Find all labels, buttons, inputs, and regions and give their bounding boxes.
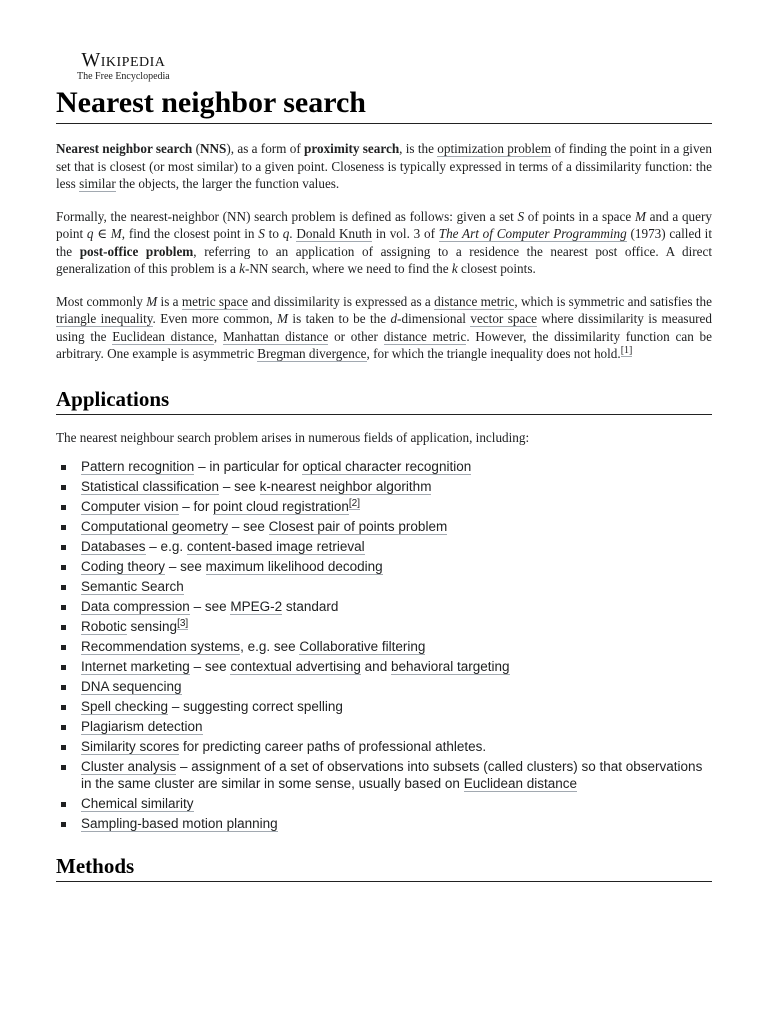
bold-term: Nearest neighbor search (56, 141, 193, 156)
list-item-text: – assignment of a set of observations into subsets (called clusters) so that observations in the same cluster are similar in some sense, usually based on (81, 759, 703, 791)
text: (1973) called it the (56, 226, 713, 259)
list-item-link[interactable]: MPEG-2 (230, 599, 283, 614)
paragraph-metric (56, 293, 712, 363)
list-item-text: – see (189, 659, 231, 674)
list-item (56, 738, 712, 755)
link-distance-metric[interactable]: distance metric (434, 293, 515, 309)
list-item-link[interactable]: behavioral targeting (390, 659, 510, 674)
text: in vol. 3 of (371, 226, 439, 241)
link-donald-knuth[interactable]: Donald Knuth (296, 226, 372, 241)
section-heading-methods: Methods (56, 852, 712, 882)
list-item-text: – e.g. (145, 539, 187, 554)
math: k (239, 261, 245, 276)
list-item-link[interactable]: Closest pair of points problem (268, 519, 448, 534)
list-item (56, 795, 712, 812)
text: where dissimilarity is measured using the (56, 311, 712, 344)
list-item-link[interactable]: Plagiarism detection (81, 719, 203, 734)
math: k (451, 261, 458, 276)
bold-term: NNS (199, 141, 227, 156)
list-item-link[interactable]: Computational geometry (81, 519, 229, 534)
link-distance-metric-2[interactable]: distance metric (383, 328, 467, 344)
list-item-text: , e.g. see (240, 639, 300, 654)
link-euclidean-distance[interactable]: Euclidean distance (112, 328, 214, 344)
text: of points in a space (524, 208, 635, 224)
text: . However, the dissimilarity function can be arbitrary. One example is asymmetric (56, 328, 712, 361)
link-similar[interactable]: similar (79, 176, 116, 191)
text: , referring to an application of assigning to a residence the nearest post office. A direct generalization of this problem is a (56, 243, 712, 276)
text: Formally, the nearest-neighbor (NN) search problem is defined as follows: given a set (56, 208, 518, 224)
list-item (56, 758, 712, 792)
list-item (56, 815, 712, 832)
text: . Even more common, (152, 311, 278, 326)
text: , for which the triangle inequality does not hold. (366, 346, 621, 361)
list-item-link[interactable]: Recommendation systems (81, 639, 241, 654)
text: to (264, 226, 283, 241)
link-art-of-computer-programming[interactable]: The Art of Computer Programming (438, 226, 627, 241)
list-item-text: – see (228, 519, 269, 534)
text: or other (328, 328, 384, 344)
list-item-link[interactable]: k-nearest neighbor algorithm (259, 479, 432, 494)
list-item-link[interactable]: Robotic (81, 619, 127, 634)
link-triangle-inequality[interactable]: triangle inequality (56, 311, 153, 326)
list-item (56, 658, 712, 675)
link-optimization-problem[interactable]: optimization problem (437, 141, 552, 156)
reference-link[interactable]: [2] (348, 497, 361, 509)
list-item-link[interactable]: Similarity scores (81, 739, 180, 754)
text: of finding the point in a given set that is closest (or most similar) to a given point. Closeness is typically expressed in terms of a dissimilarity function: the less (56, 141, 712, 191)
math: M (634, 208, 646, 224)
text: ), as a form of (226, 141, 305, 156)
list-item-link[interactable]: maximum likelihood decoding (205, 559, 383, 574)
math: S (517, 208, 525, 224)
list-item-link[interactable]: Databases (81, 539, 146, 554)
list-item-link[interactable]: content-based image retrieval (186, 539, 365, 554)
math: M (277, 311, 289, 326)
link-metric-space[interactable]: metric space (181, 293, 249, 309)
list-item-link[interactable]: Internet marketing (81, 659, 190, 674)
list-item (56, 638, 712, 655)
section-heading-applications: Applications (56, 385, 712, 415)
link-bregman-divergence[interactable]: Bregman divergence (257, 346, 367, 361)
list-item-link[interactable]: contextual advertising (230, 659, 361, 674)
list-item-link[interactable]: optical character recognition (302, 459, 472, 474)
bold-term: post-office problem (79, 243, 194, 259)
list-item-link[interactable]: Chemical similarity (81, 796, 194, 811)
list-item (56, 518, 712, 535)
list-item (56, 478, 712, 495)
list-item-text: sensing (126, 619, 178, 634)
list-item-link[interactable]: Collaborative filtering (299, 639, 426, 654)
list-item (56, 678, 712, 695)
reference-link[interactable]: [1] (620, 344, 633, 356)
list-item-link[interactable]: Data compression (81, 599, 190, 614)
reference-link[interactable]: [3] (177, 617, 189, 629)
text: Most commonly (56, 293, 147, 309)
logo-wordmark: Wikipedia (81, 49, 166, 71)
list-item (56, 458, 712, 475)
list-item (56, 598, 712, 615)
list-item-text: – suggesting correct spelling (168, 699, 343, 714)
list-item (56, 718, 712, 735)
list-item-link[interactable]: Coding theory (81, 559, 166, 574)
link-manhattan-distance[interactable]: Manhattan distance (222, 328, 329, 344)
math: d (390, 311, 398, 326)
paragraph-intro (56, 140, 712, 193)
text: and dissimilarity is expressed as a (248, 293, 435, 309)
list-item (56, 698, 712, 715)
text: is a (157, 293, 182, 309)
text: the objects, the larger the function values. (115, 176, 340, 191)
list-item (56, 498, 712, 515)
list-item-link[interactable]: Cluster analysis (81, 759, 177, 774)
list-item-link[interactable]: Sampling-based motion planning (81, 816, 278, 831)
text: -NN search, where we need to find the (244, 261, 452, 276)
math: S (258, 226, 265, 241)
paragraph-formal (56, 208, 712, 278)
link-vector-space[interactable]: vector space (470, 311, 537, 326)
list-item-text: for predicting career paths of professional athletes. (179, 739, 487, 754)
list-item-text: standard (282, 599, 339, 614)
list-item-text: – see (189, 599, 231, 614)
list-item-link[interactable]: Pattern recognition (81, 459, 195, 474)
list-item-link[interactable]: Computer vision (81, 499, 179, 514)
list-item-text: – see (219, 479, 260, 494)
list-item-text: – see (165, 559, 206, 574)
article-body (56, 140, 712, 896)
list-item-text: – for (178, 499, 214, 514)
text: -dimensional (397, 311, 471, 326)
math: M (146, 293, 158, 309)
list-item-text: and (360, 659, 391, 674)
list-item (56, 578, 712, 595)
logo-tagline: The Free Encyclopedia (77, 71, 170, 82)
text: is taken to be the (288, 311, 391, 326)
applications-list (56, 458, 712, 832)
list-item-link[interactable]: Statistical classification (81, 479, 220, 494)
text: and a query point (56, 208, 712, 241)
text: closest points. (457, 261, 536, 276)
text: , (213, 328, 223, 344)
list-item-link[interactable]: point cloud registration (213, 499, 349, 514)
text: . (289, 226, 297, 241)
list-item-link[interactable]: Semantic Search (81, 579, 184, 594)
text: , find the closest point in (121, 226, 259, 241)
text: ( (192, 141, 200, 156)
list-item-link[interactable]: Euclidean distance (463, 776, 578, 791)
text: , is the (399, 141, 438, 156)
math: q ∈ M (86, 226, 122, 241)
list-item (56, 538, 712, 555)
math: q (282, 226, 290, 241)
bold-term: proximity search (304, 141, 400, 156)
text: , which is symmetric and satisfies the (514, 293, 712, 309)
list-item (56, 558, 712, 575)
wikipedia-logo[interactable] (77, 49, 170, 83)
page-title: Nearest neighbor search (56, 84, 712, 124)
list-item (56, 618, 712, 635)
list-item-link[interactable]: DNA sequencing (81, 679, 182, 694)
applications-intro: The nearest neighbour search problem arises in numerous fields of application, including: (56, 429, 530, 445)
list-item-link[interactable]: Spell checking (81, 699, 169, 714)
list-item-text: – in particular for (194, 459, 303, 474)
